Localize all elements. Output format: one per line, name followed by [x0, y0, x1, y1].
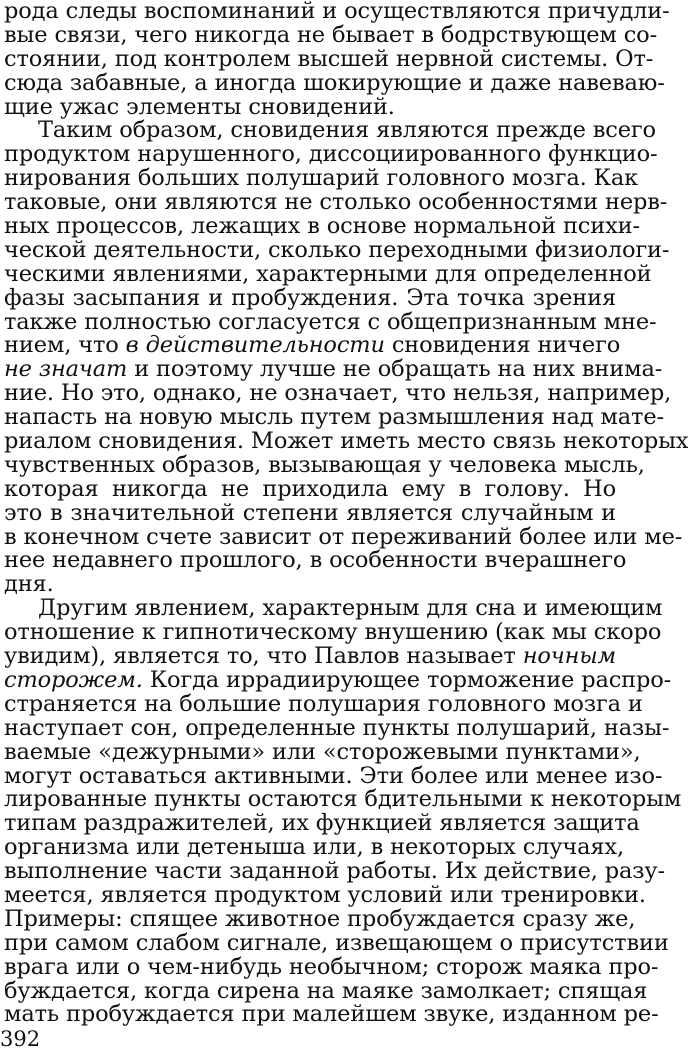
text-line: вые связи, чего никогда не бывает в бодрствующем со- [4, 21, 658, 48]
text-segment: Когда иррадиирующее торможение распро- [142, 666, 672, 693]
text-line-with-emphasis [4, 666, 672, 693]
emphasis-text: ночным [522, 643, 616, 670]
text-line: которая никогда не приходила ему в голову. Но [4, 475, 616, 502]
text-line: напасть на новую мысль путем размышления над мате- [4, 404, 664, 431]
text-line: сюда забавные, а иногда шокирующие и даже навеваю- [4, 69, 665, 96]
text-segment: сновидения ничего [384, 332, 621, 359]
text-line: также полностью согласуется с общепризнанным мне- [4, 308, 657, 335]
text-line: ных процессов, лежащих в основе нормальной психи- [4, 213, 640, 240]
text-line: ческой деятельности, сколько переходными физиологи- [4, 236, 670, 263]
text-line: Примеры: спящее животное пробуждается сразу же, [4, 905, 636, 932]
text-line: это в значительной степени является случайным и [4, 499, 616, 526]
text-line: врага или о чем-нибудь необычном; сторож маяка про- [4, 953, 659, 980]
text-line: нее недавнего прошлого, в особенности вчерашнего [4, 547, 627, 574]
text-segment: нием, что [4, 332, 126, 359]
text-line: рода следы воспоминаний и осуществляются причудли- [4, 0, 670, 24]
paragraph-1 [4, 0, 670, 120]
text-line: дня. [4, 571, 54, 598]
paragraph-3 [4, 595, 682, 1028]
page-number: 392 [0, 1027, 41, 1051]
text-line: лированные пункты остаются бдительными к некоторым [4, 786, 682, 813]
text-line: Другим явлением, характерным для сна и имеющим [38, 595, 663, 622]
text-line: страняется на большие полушария головного мозга и [4, 690, 643, 717]
text-line: таковые, они являются не столько особенностями нерв- [4, 189, 668, 216]
text-line: Таким образом, сновидения являются прежде всего [38, 117, 656, 144]
emphasis-text: не значат [4, 356, 128, 383]
text-line: в конечном счете зависит от переживаний более или ме- [4, 523, 683, 550]
text-line: риалом сновидения. Может иметь место связь некоторых [4, 428, 688, 455]
text-line: ваемые «дежурными» или «сторожевыми пунктами», [4, 738, 641, 765]
text-segment: увидим), является то, что Павлов называет [4, 643, 523, 670]
text-line: отношение к гипнотическому внушению (как мы скоро [4, 619, 662, 646]
book-page [4, 0, 688, 1028]
text-line: фазы засыпания и пробуждения. Эта точка зрения [4, 284, 616, 311]
text-line: нирования больших полушарий головного мозга. Как [4, 165, 639, 192]
emphasis-text: сторожем. [4, 666, 143, 693]
paragraph-2 [4, 117, 688, 598]
text-line: буждается, когда сирена на маяке замолкает; спящая [4, 977, 648, 1004]
text-line: стоянии, под контролем высшей нервной системы. От- [4, 45, 654, 72]
text-line: могут оставаться активными. Эти более или менее изо- [4, 762, 663, 789]
text-line-with-emphasis [4, 645, 616, 669]
text-segment: и поэтому лучше не обращать на них внима- [127, 356, 663, 383]
text-line: мать пробуждается при малейшем звуке, изданном ре- [4, 1001, 659, 1028]
text-line-with-emphasis [4, 356, 663, 383]
text-line: организма или детеныша или, в некоторых случаях, [4, 834, 624, 861]
text-line-with-emphasis [4, 332, 621, 359]
emphasis-text: в действительности [125, 332, 385, 359]
text-line: типам раздражителей, их функцией является защита [4, 810, 640, 837]
text-line: ние. Но это, однако, не означает, что нельзя, например, [4, 380, 672, 407]
text-line: щие ужас элементы сновидений. [4, 93, 395, 120]
text-line: меется, является продуктом условий или тренировки. [4, 881, 646, 908]
text-line: ческими явлениями, характерными для определенной [4, 260, 652, 287]
text-line: чувственных образов, вызывающая у человека мысль, [4, 451, 645, 478]
text-line: продуктом нарушенного, диссоциированного функцио- [4, 141, 658, 168]
text-line: наступает сон, определенные пункты полушарий, назы- [4, 714, 670, 741]
text-line: выполнение части заданной работы. Их действие, разу- [4, 858, 665, 885]
text-line: при самом слабом сигнале, извещающем о присутствии [4, 929, 669, 956]
